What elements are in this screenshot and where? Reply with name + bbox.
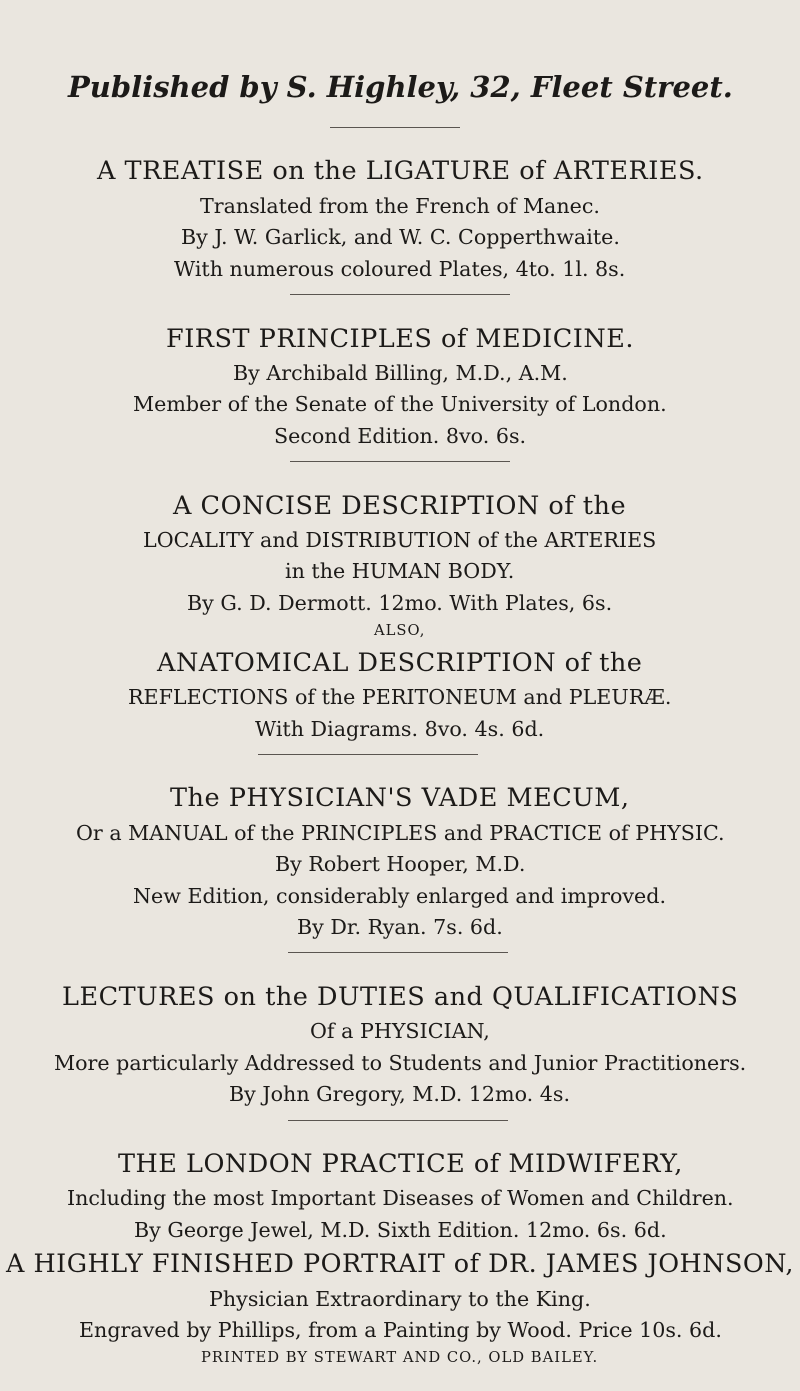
entry-line: Engraved by Phillips, from a Painting by Wood. Price 10s. 6d. bbox=[79, 1318, 722, 1342]
entry-line: in the HUMAN BODY. bbox=[285, 559, 515, 584]
entry-title: FIRST PRINCIPLES of MEDICINE. bbox=[166, 323, 634, 354]
divider bbox=[290, 294, 510, 295]
entry-line: With numerous coloured Plates, 4to. 1l. 8s. bbox=[174, 256, 626, 281]
entry-line: With Diagrams. 8vo. 4s. 6d. bbox=[255, 716, 545, 741]
entry-line: By George Jewel, M.D. Sixth Edition. 12mo. 6s. 6d. bbox=[134, 1217, 667, 1242]
entry-title: The PHYSICIAN'S VADE MECUM, bbox=[170, 783, 630, 814]
entry-line: More particularly Addressed to Students and Junior Practitioners. bbox=[54, 1050, 747, 1075]
divider bbox=[288, 1120, 508, 1121]
publisher-heading: Published by S. Highley, 32, Fleet Street. bbox=[68, 70, 733, 104]
entry-title: A TREATISE on the LIGATURE of ARTERIES. bbox=[97, 156, 704, 187]
entry-line: By J. W. Garlick, and W. C. Copperthwaite. bbox=[181, 225, 620, 250]
divider bbox=[330, 127, 460, 128]
entry-line: New Edition, considerably enlarged and improved. bbox=[133, 883, 667, 908]
entry-line: REFLECTIONS of the PERITONEUM and PLEURÆ. bbox=[128, 685, 672, 710]
divider bbox=[288, 952, 508, 953]
entry-line: By John Gregory, M.D. 12mo. 4s. bbox=[229, 1082, 571, 1107]
entry-line: Second Edition. 8vo. 6s. bbox=[274, 423, 527, 448]
entry-line: Or a MANUAL of the PRINCIPLES and PRACTICE of PHYSIC. bbox=[76, 820, 725, 845]
entry-line: By Robert Hooper, M.D. bbox=[275, 852, 526, 877]
divider bbox=[290, 461, 510, 462]
divider bbox=[258, 754, 478, 755]
entry-line: By Archibald Billing, M.D., A.M. bbox=[233, 360, 568, 385]
entry-line: Of a PHYSICIAN, bbox=[310, 1019, 490, 1044]
printer-imprint: PRINTED BY STEWART AND CO., OLD BAILEY. bbox=[201, 1349, 599, 1367]
entry-line: Translated from the French of Manec. bbox=[200, 193, 600, 218]
entry-title: THE LONDON PRACTICE of MIDWIFERY, bbox=[118, 1148, 683, 1179]
entry-line: Physician Extraordinary to the King. bbox=[209, 1286, 591, 1311]
entry-title: A HIGHLY FINISHED PORTRAIT of DR. JAMES JOHNSON, bbox=[6, 1249, 794, 1280]
entry-title: ANATOMICAL DESCRIPTION of the bbox=[157, 647, 643, 678]
entry-line: LOCALITY and DISTRIBUTION of the ARTERIES bbox=[143, 527, 657, 552]
entry-line: Member of the Senate of the University of London. bbox=[133, 392, 667, 417]
entry-line: Including the most Important Diseases of Women and Children. bbox=[67, 1186, 734, 1211]
entry-title: LECTURES on the DUTIES and QUALIFICATIONS bbox=[62, 981, 739, 1012]
entry-line: By G. D. Dermott. 12mo. With Plates, 6s. bbox=[187, 590, 613, 615]
entry-line: By Dr. Ryan. 7s. 6d. bbox=[297, 915, 503, 940]
entry-also: ALSO, bbox=[374, 622, 426, 640]
entry-title: A CONCISE DESCRIPTION of the bbox=[173, 490, 627, 521]
